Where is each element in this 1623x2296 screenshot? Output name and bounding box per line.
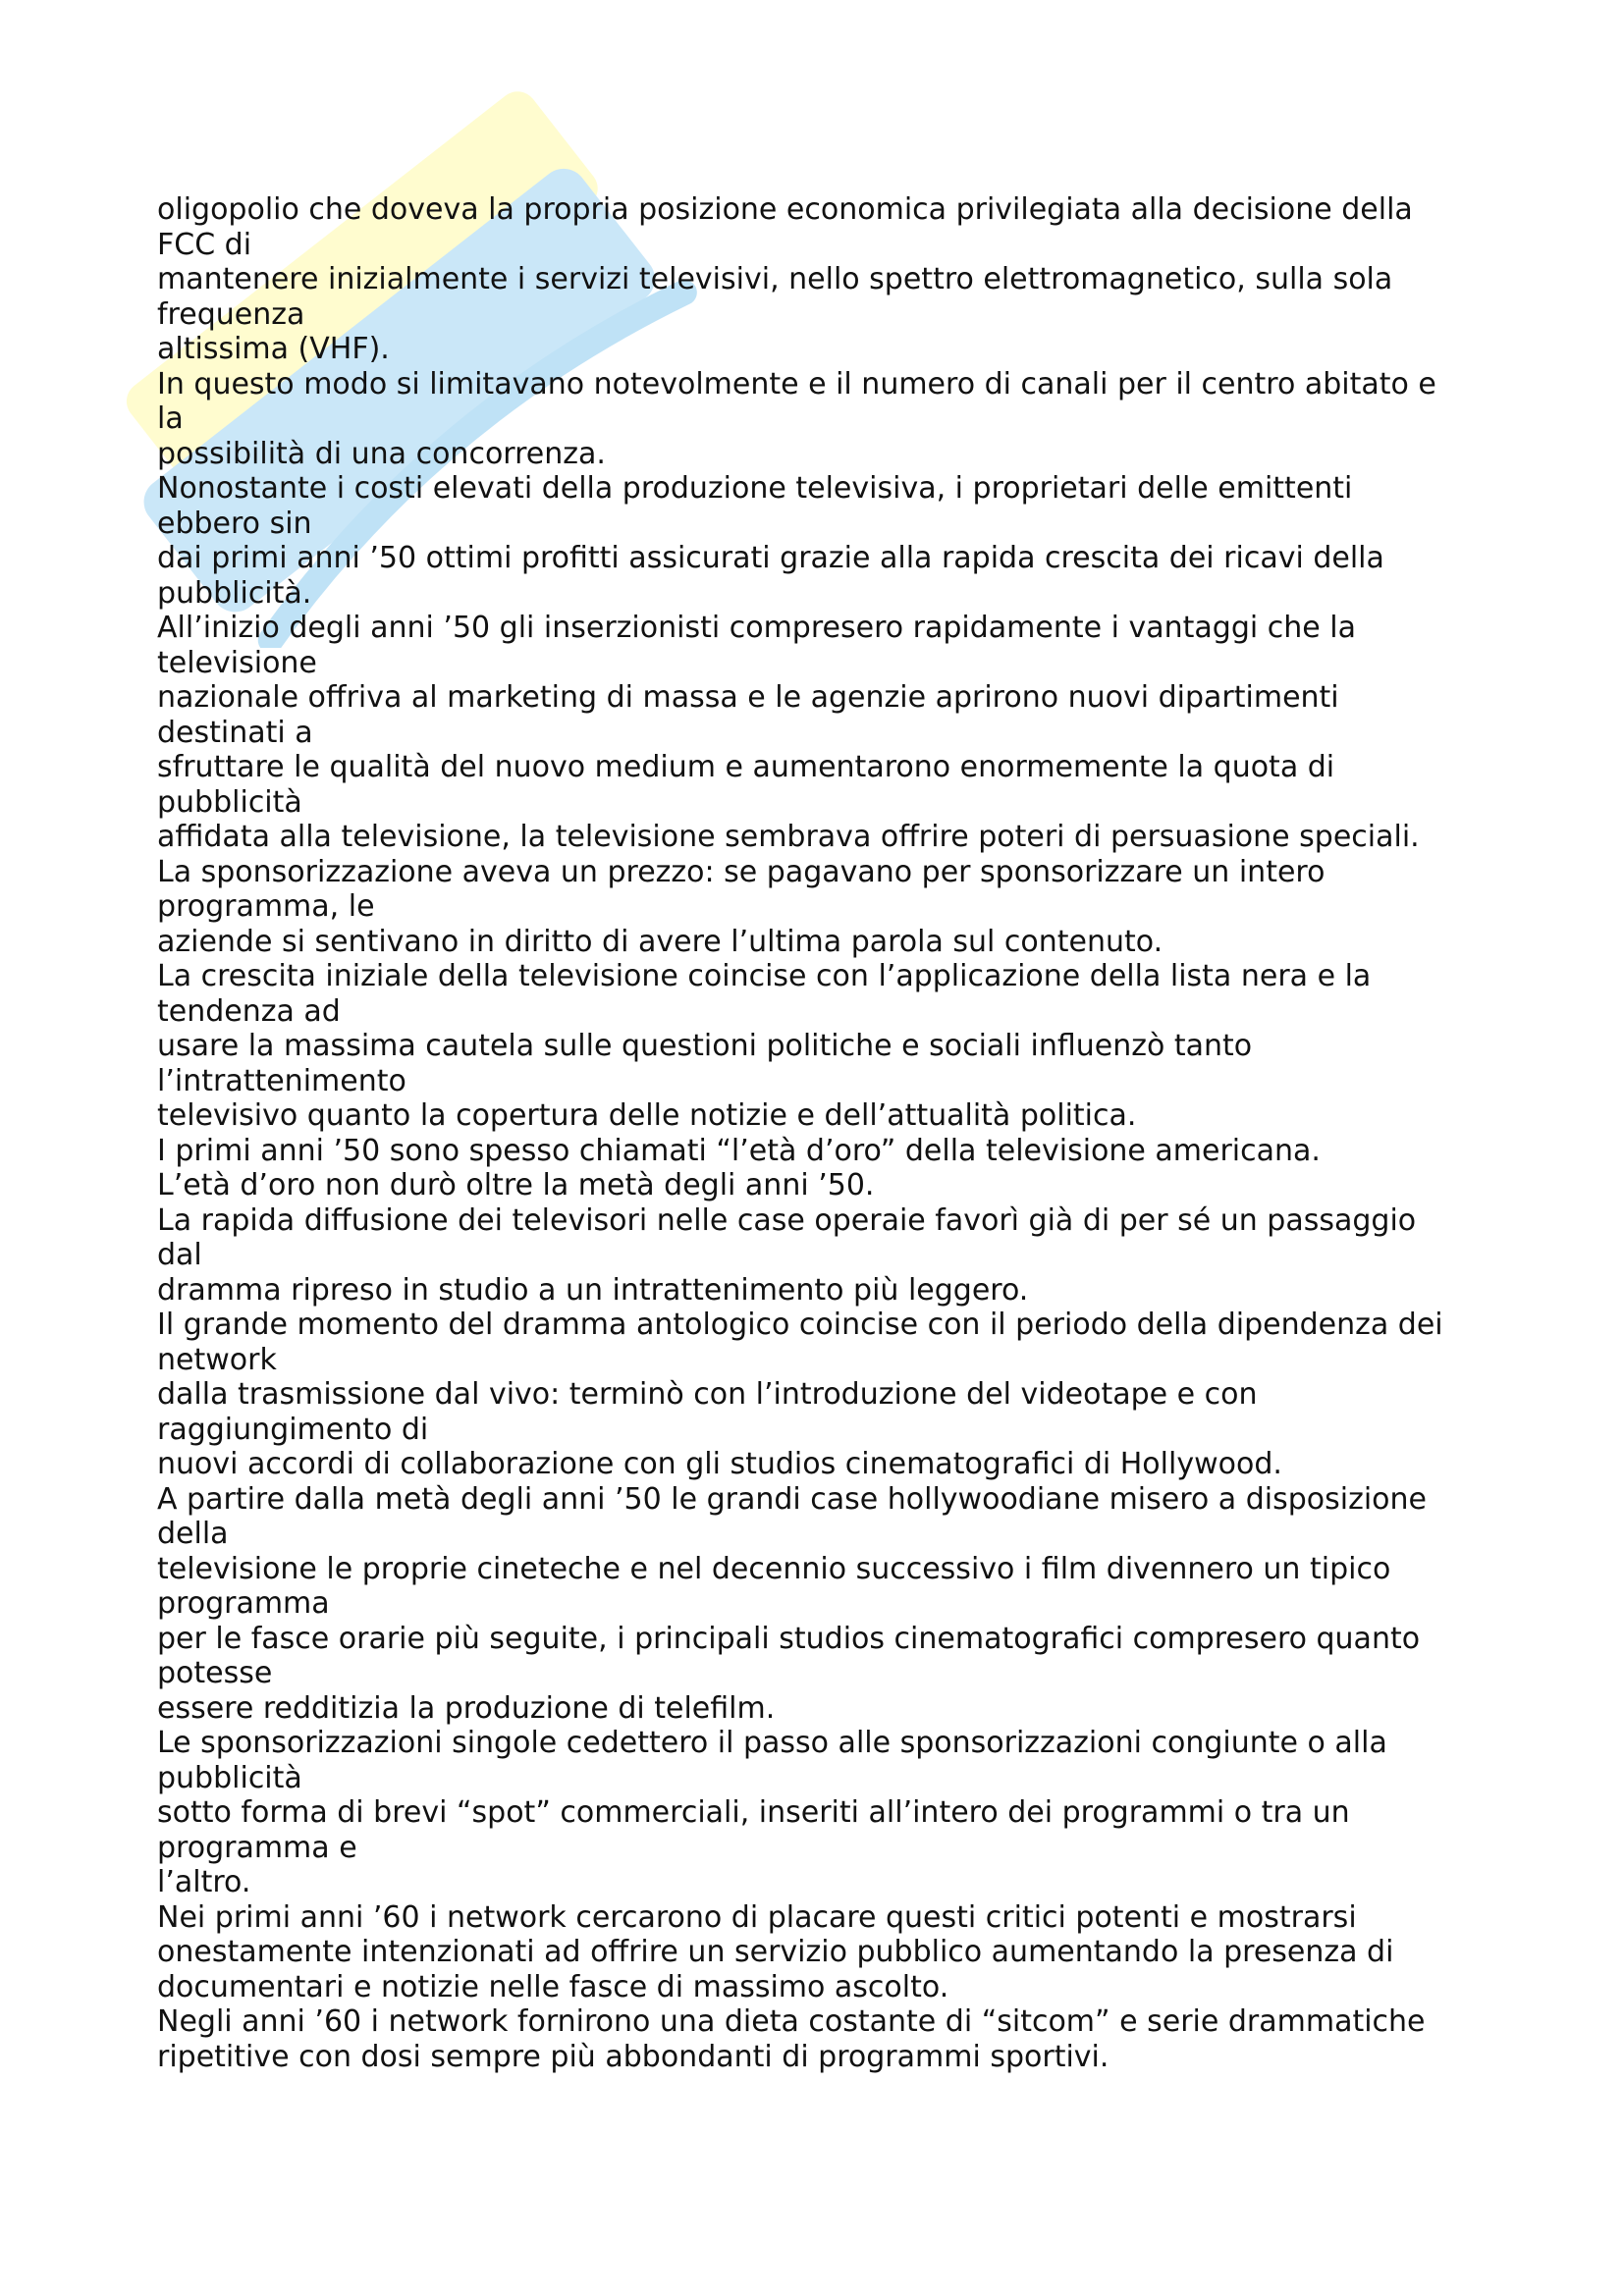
text-line: programma — [157, 1586, 330, 1621]
text-line: Il grande momento del dramma antologico coincise con il periodo della dipendenza dei — [157, 1308, 1443, 1342]
text-line: televisivo quanto la copertura delle notizie e dell’attualità politica. — [157, 1098, 1137, 1133]
text-line: network — [157, 1342, 277, 1377]
text-line: ripetitive con dosi sempre più abbondanti di programmi sportivi. — [157, 2039, 1109, 2074]
text-line: potesse — [157, 1656, 273, 1690]
text-line: altissima (VHF). — [157, 332, 390, 366]
text-line: I primi anni ’50 sono spesso chiamati “l’età d’oro” della televisione americana. — [157, 1133, 1321, 1168]
text-line: dai primi anni ’50 ottimi profitti assicurati grazie alla rapida crescita dei ricavi della — [157, 541, 1384, 575]
text-line: l’altro. — [157, 1865, 251, 1899]
text-line: FCC di — [157, 227, 252, 262]
text-line: nuovi accordi di collaborazione con gli studios cinematografici di Hollywood. — [157, 1447, 1282, 1481]
text-line: raggiungimento di — [157, 1412, 429, 1447]
text-line: destinati a — [157, 715, 313, 750]
text-line: televisione — [157, 645, 317, 680]
text-line: La sponsorizzazione aveva un prezzo: se pagavano per sponsorizzare un intero — [157, 854, 1325, 889]
text-line: Nei primi anni ’60 i network cercarono di placare questi critici potenti e mostrarsi — [157, 1899, 1357, 1935]
text-line: per le fasce orarie più seguite, i principali studios cinematografici compresero quanto — [157, 1621, 1421, 1656]
text-line: usare la massima cautela sulle questioni politiche e sociali influenzò tanto — [157, 1029, 1253, 1063]
text-line: Nonostante i costi elevati della produzione televisiva, i proprietari delle emittenti — [157, 471, 1353, 506]
text-line: documentari e notizie nelle fasce di massimo ascolto. — [157, 1969, 949, 2004]
text-line: sfruttare le qualità del nuovo medium e aumentarono enormemente la quota di — [157, 750, 1335, 784]
text-line: la — [157, 401, 184, 436]
text-line: dalla trasmissione dal vivo: terminò con l’introduzione del videotape e con — [157, 1377, 1258, 1412]
text-line: pubblicità. — [157, 575, 312, 611]
text-line: Negli anni ’60 i network fornirono una dieta costante di “sitcom” e serie drammatiche — [157, 2004, 1426, 2039]
text-line: mantenere inizialmente i servizi televisivi, nello spettro elettromagnetico, sulla sola — [157, 262, 1393, 296]
text-line: ebbero sin — [157, 506, 312, 541]
text-line: All’inizio degli anni ’50 gli inserzionisti compresero rapidamente i vantaggi che la — [157, 611, 1356, 645]
text-line: L’età d’oro non durò oltre la metà degli anni ’50. — [157, 1168, 875, 1202]
text-line: Le sponsorizzazioni singole cedettero il passo alle sponsorizzazioni congiunte o alla — [157, 1726, 1387, 1760]
text-line: In questo modo si limitavano notevolmente e il numero di canali per il centro abitato e — [157, 366, 1436, 401]
text-line: pubblicità — [157, 1760, 302, 1795]
text-line: sotto forma di brevi “spot” commerciali, inseriti all’intero dei programmi o tra un — [157, 1795, 1350, 1830]
text-line: frequenza — [157, 296, 305, 332]
text-line: dramma ripreso in studio a un intrattenimento più leggero. — [157, 1272, 1029, 1308]
text-line: essere redditizia la produzione di telefilm. — [157, 1690, 776, 1726]
text-line: affidata alla televisione, la televisione sembrava offrire poteri di persuasione speciali. — [157, 820, 1420, 854]
text-line: A partire dalla metà degli anni ’50 le grandi case hollywoodiane misero a disposizione — [157, 1481, 1427, 1517]
text-line: La rapida diffusione dei televisori nelle case operaie favorì già di per sé un passaggio — [157, 1202, 1417, 1238]
text-line: nazionale offriva al marketing di massa e le agenzie aprirono nuovi dipartimenti — [157, 680, 1339, 715]
text-line: della — [157, 1517, 229, 1551]
body-text — [157, 192, 1512, 2074]
text-line: programma, le — [157, 889, 375, 924]
text-line: l’intrattenimento — [157, 1063, 406, 1098]
text-line: dal — [157, 1238, 202, 1272]
text-line: programma e — [157, 1830, 357, 1865]
text-line: oligopolio che doveva la propria posizione economica privilegiata alla decisione della — [157, 192, 1413, 227]
text-line: onestamente intenzionati ad offrire un servizio pubblico aumentando la presenza di — [157, 1935, 1394, 1969]
text-line: tendenza ad — [157, 993, 341, 1029]
text-line: televisione le proprie cineteche e nel decennio successivo i film divennero un tipico — [157, 1551, 1391, 1586]
text-line: La crescita iniziale della televisione coincise con l’applicazione della lista nera e la — [157, 959, 1372, 993]
text-line: aziende si sentivano in diritto di avere l’ultima parola sul contenuto. — [157, 924, 1163, 959]
text-line: possibilità di una concorrenza. — [157, 436, 606, 471]
text-line: pubblicità — [157, 784, 302, 820]
